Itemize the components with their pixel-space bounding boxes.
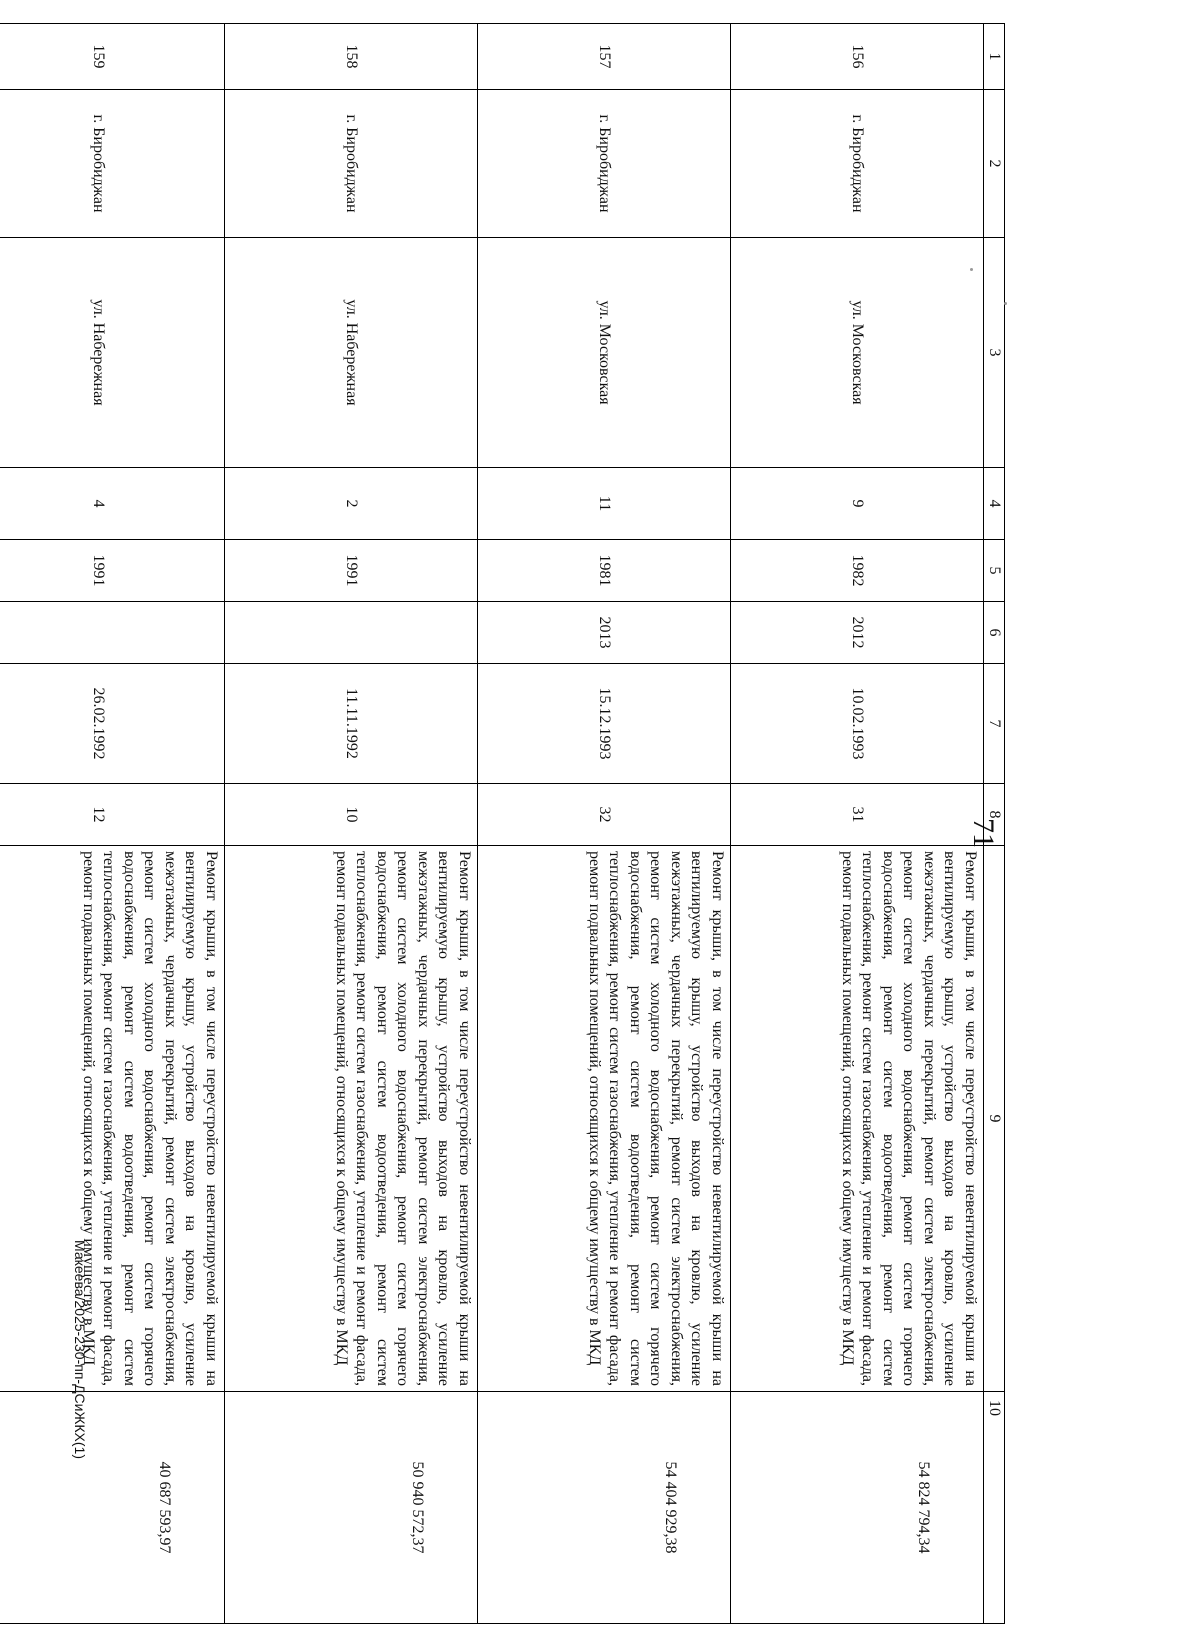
works-description: Ремонт крыши, в том числе переустройство невентилируемой крыши на вентилируемую крышу, устройство выходов на кровлю, усиление межэтажных, чердачных перекрытий, ремонт систем электроснабжения, ремонт систем холодного водоснабжения, ремонт систем горячего водоснабжения, ремонт систем водоотведения, ремонт систем теплоснабжения, ремонт систем газоснабжения, утепление и ремонт фасада, ремонт подвальных помещений, относящихся к общему имуществу в МКД — [730, 846, 983, 1392]
house-number: 11 — [477, 468, 730, 540]
table-row — [224, 24, 477, 1624]
column-number: 9 — [983, 846, 1004, 1392]
column-number-row — [983, 24, 1004, 1624]
year-overhaul: 2012 — [730, 602, 983, 664]
house-number: 9 — [730, 468, 983, 540]
column-number: 5 — [983, 540, 1004, 602]
city: г. Биробиджан — [477, 90, 730, 238]
street: ул. Набережная — [0, 238, 224, 468]
table-row — [0, 24, 224, 1624]
cost: 54 404 929,38 — [477, 1392, 730, 1624]
count: 32 — [477, 784, 730, 846]
works-description: Ремонт крыши, в том числе переустройство невентилируемой крыши на вентилируемую крышу, устройство выходов на кровлю, усиление межэтажных, чердачных перекрытий, ремонт систем электроснабжения, ремонт систем холодного водоснабжения, ремонт систем горячего водоснабжения, ремонт систем водоотведения, ремонт систем теплоснабжения, ремонт систем газоснабжения, утепление и ремонт фасада, ремонт подвальных помещений, относящихся к общему имуществу в МКД — [224, 846, 477, 1392]
scan-speck — [1004, 302, 1007, 305]
city: г. Биробиджан — [730, 90, 983, 238]
column-number: 6 — [983, 602, 1004, 664]
cost: 40 687 593,97 — [0, 1392, 224, 1624]
house-number: 4 — [0, 468, 224, 540]
column-number: 3 — [983, 238, 1004, 468]
column-number: 10 — [983, 1392, 1004, 1624]
street: ул. Московская — [730, 238, 983, 468]
city: г. Биробиджан — [224, 90, 477, 238]
year-overhaul — [224, 602, 477, 664]
column-number: 4 — [983, 468, 1004, 540]
column-number: 7 — [983, 664, 1004, 784]
row-number: 156 — [730, 24, 983, 90]
date: 26.02.1992 — [0, 664, 224, 784]
year-overhaul — [0, 602, 224, 664]
date: 15.12.1993 — [477, 664, 730, 784]
row-number: 158 — [224, 24, 477, 90]
cost: 50 940 572,37 — [224, 1392, 477, 1624]
year-built: 1991 — [0, 540, 224, 602]
count: 31 — [730, 784, 983, 846]
row-number: 157 — [477, 24, 730, 90]
column-number: 8 — [983, 784, 1004, 846]
year-built: 1991 — [224, 540, 477, 602]
document-footer: Макеева/2025-230-пп-ДСиЖКХ(1) — [72, 1240, 88, 1460]
city: г. Биробиджан — [0, 90, 224, 238]
year-overhaul: 2013 — [477, 602, 730, 664]
year-built: 1982 — [730, 540, 983, 602]
scan-speck — [970, 268, 973, 271]
table-row — [730, 24, 983, 1624]
table-row — [477, 24, 730, 1624]
works-description: Ремонт крыши, в том числе переустройство невентилируемой крыши на вентилируемую крышу, устройство выходов на кровлю, усиление межэтажных, чердачных перекрытий, ремонт систем электроснабжения, ремонт систем холодного водоснабжения, ремонт систем горячего водоснабжения, ремонт систем водоотведения, ремонт систем теплоснабжения, ремонт систем газоснабжения, утепление и ремонт фасада, ремонт подвальных помещений, относящихся к общему имуществу в МКД — [477, 846, 730, 1392]
row-number: 159 — [0, 24, 224, 90]
house-number: 2 — [224, 468, 477, 540]
page-number: 71 — [967, 818, 1000, 848]
count: 10 — [224, 784, 477, 846]
street: ул. Московская — [477, 238, 730, 468]
column-number: 2 — [983, 90, 1004, 238]
column-number: 1 — [983, 24, 1004, 90]
count: 12 — [0, 784, 224, 846]
date: 11.11.1992 — [224, 664, 477, 784]
works-description: Ремонт крыши, в том числе переустройство невентилируемой крыши на вентилируемую крышу, устройство выходов на кровлю, усиление межэтажных, чердачных перекрытий, ремонт систем электроснабжения, ремонт систем холодного водоснабжения, ремонт систем горячего водоснабжения, ремонт систем водоотведения, ремонт систем теплоснабжения, ремонт систем газоснабжения, утепление и ремонт фасада, ремонт подвальных помещений, относящихся к общему имуществу в МКД — [0, 846, 224, 1392]
street: ул. Набережная — [224, 238, 477, 468]
date: 10.02.1993 — [730, 664, 983, 784]
cost: 54 824 794,34 — [730, 1392, 983, 1624]
year-built: 1981 — [477, 540, 730, 602]
overhaul-register-table — [0, 23, 1005, 1624]
